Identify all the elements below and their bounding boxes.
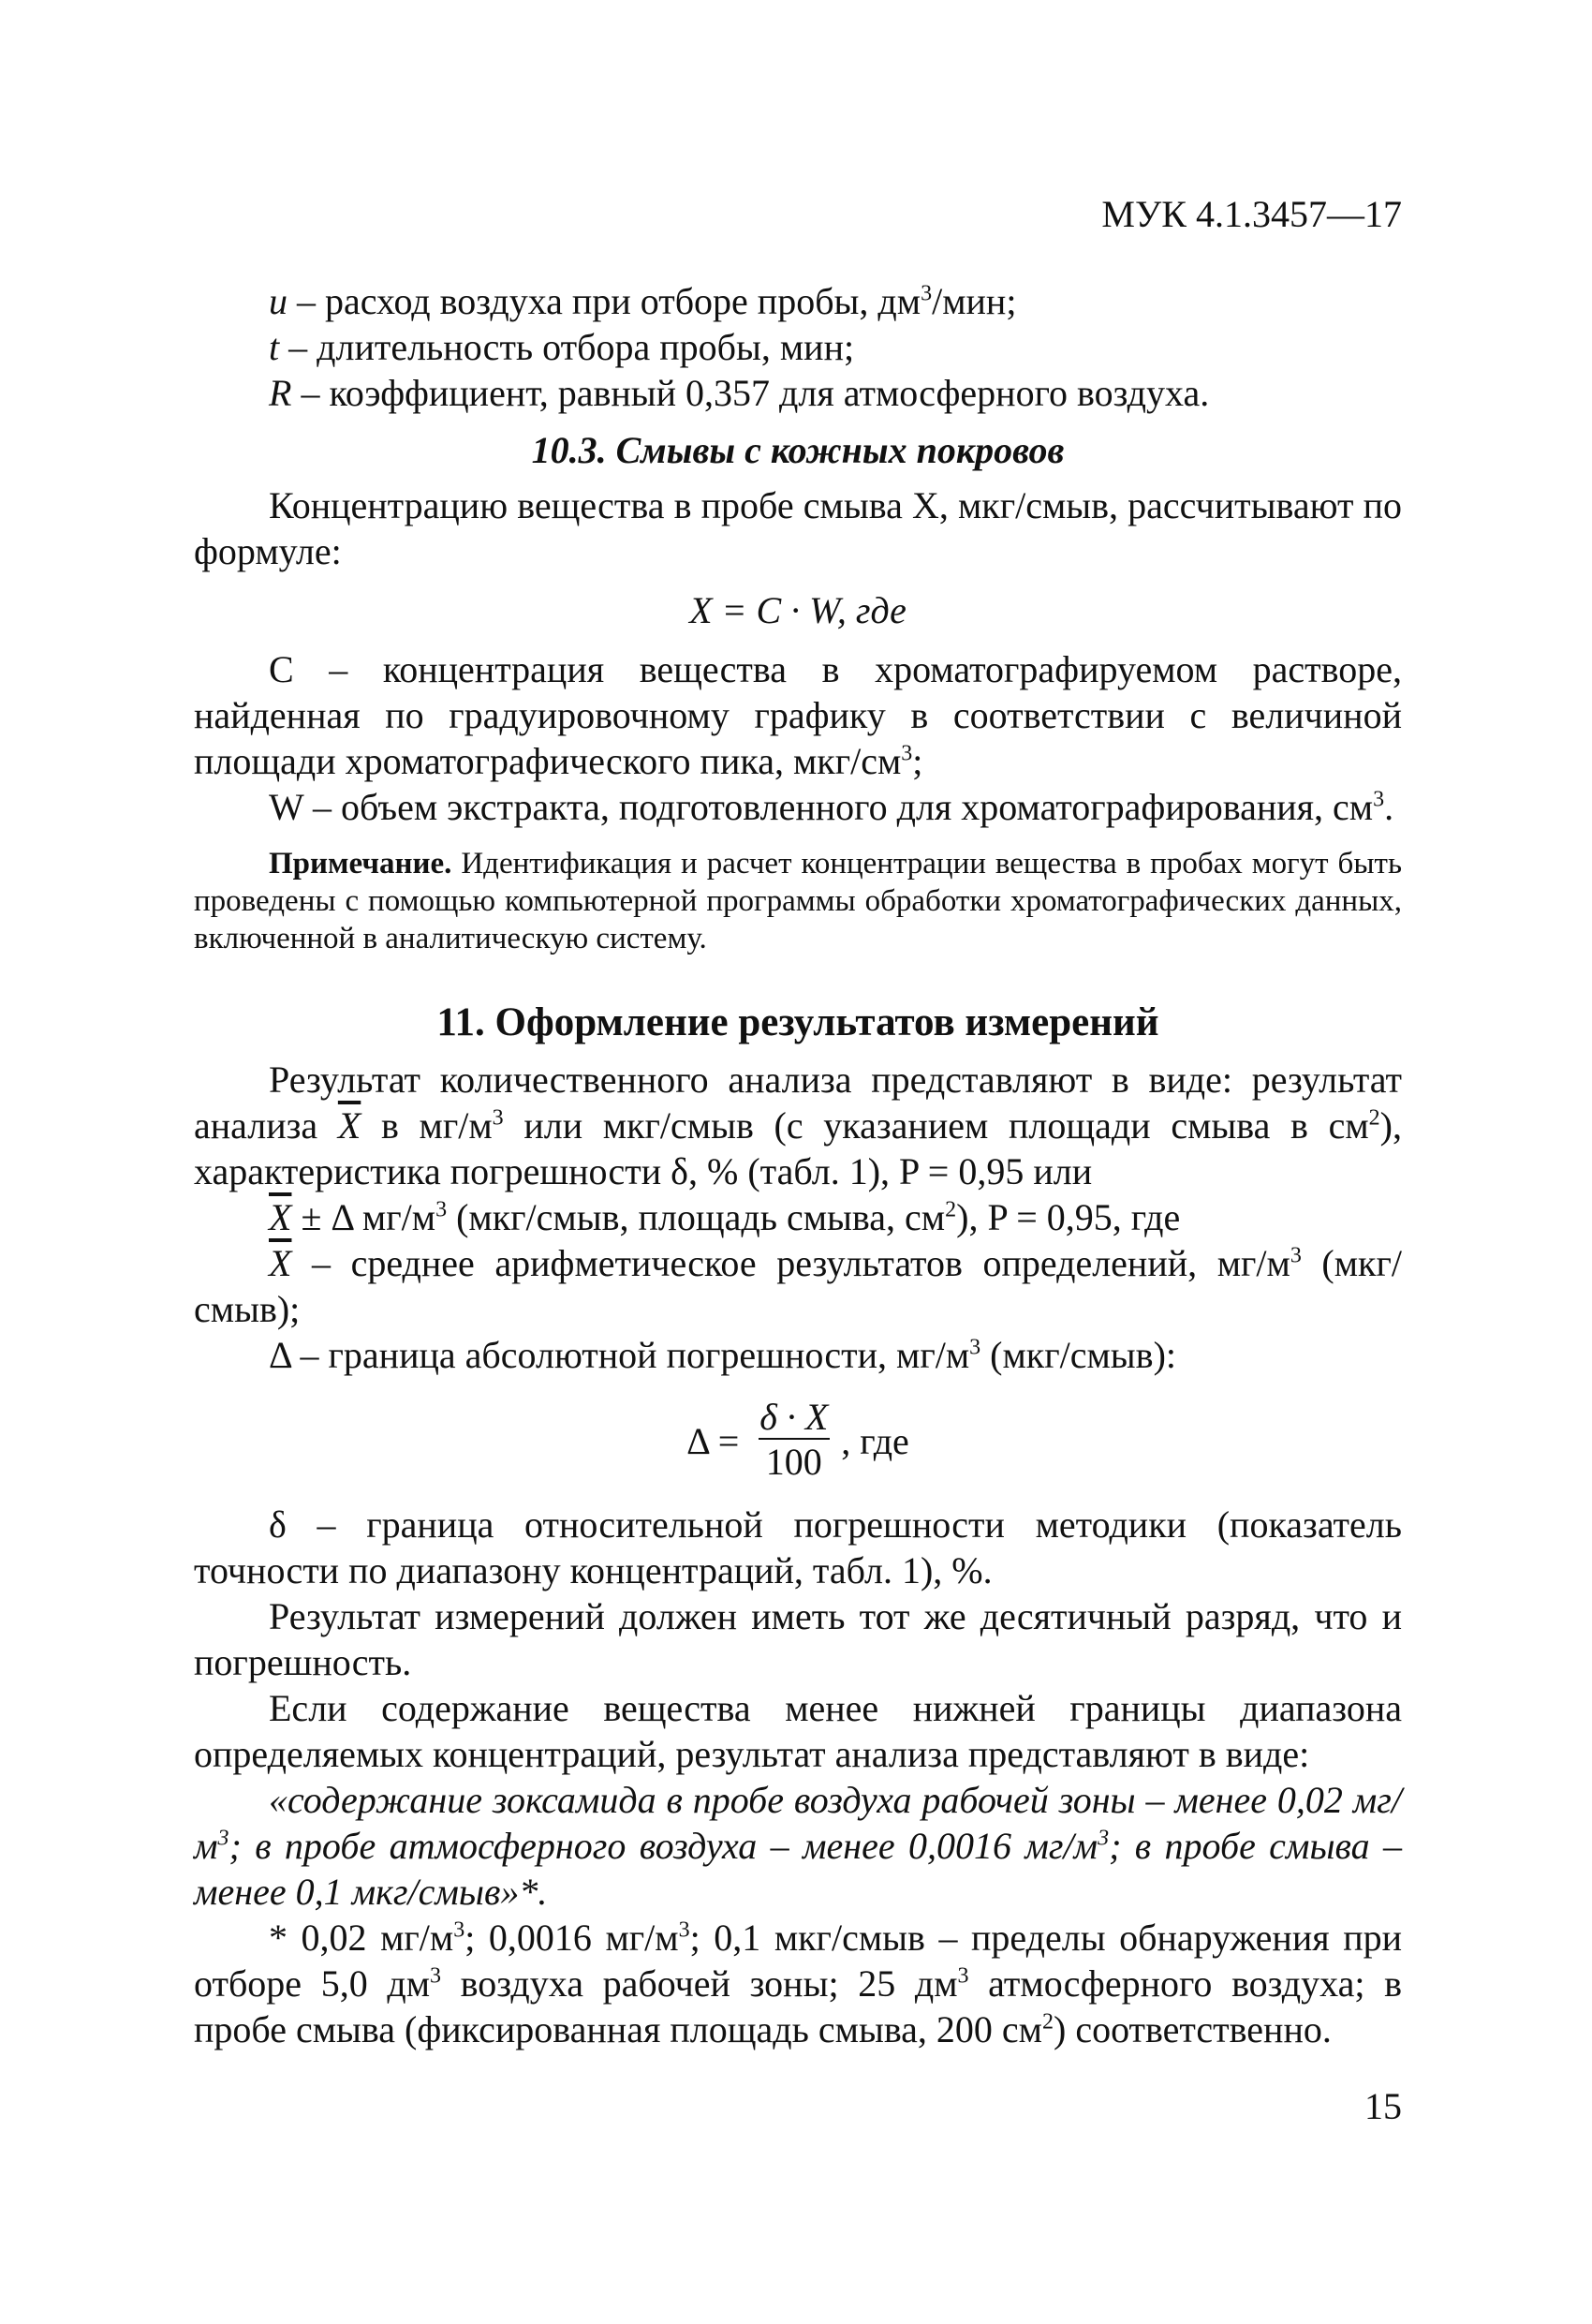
s11-p6: Результат измерений должен иметь тот же десятичный разряд, что и погрешность. bbox=[194, 1595, 1402, 1683]
note-label: Примечание. bbox=[269, 847, 452, 881]
s11-p1: Результат количественного анализа представляют в виде: результат анализа $\overline{X}$ в $мг/м^3$ или мкг/смыв (с указанием площади смыва в $см^2$), характеристика погрешности δ, % (табл. 1), P = 0,95 или bbox=[194, 1058, 1402, 1192]
fraction-numerator: δ · X bbox=[759, 1396, 829, 1438]
s11-p3: $\overline{X}$ – среднее арифметическое результатов определений, $мг/м^3$ (мкг/смыв); bbox=[194, 1242, 1402, 1330]
subsection-title-10-3: 10.3. Смывы с кожных покровов bbox=[531, 429, 1065, 471]
s10-3-intro: Концентрацию вещества в пробе смыва X, мкг/смыв, рассчитывают по формуле: bbox=[194, 484, 1402, 572]
formula-x-cw: X = C · W, где bbox=[689, 589, 907, 631]
section-title-11: 11. Оформление результатов измерений bbox=[436, 1000, 1159, 1044]
document-code: МУК 4.1.3457—17 bbox=[1101, 193, 1402, 235]
page-number: 15 bbox=[1364, 2085, 1402, 2127]
s11-p7: Если содержание вещества менее нижней границы диапазона определяемых концентраций, результат анализа представляют в виде: bbox=[194, 1687, 1402, 1775]
fraction bbox=[752, 1397, 835, 1485]
def-t: t – длительность отбора пробы, мин; bbox=[269, 326, 855, 368]
x-bar: $\overline{X}$ bbox=[337, 1104, 361, 1147]
formula-delta-lhs: Δ = bbox=[686, 1419, 740, 1462]
formula-delta-tail: , где bbox=[841, 1419, 909, 1462]
defs-top-block bbox=[194, 278, 1402, 416]
def-w: W – объем экстракта, подготовленного для хроматографирования, $см^3$. bbox=[269, 786, 1394, 828]
x-bar: $\overline{X}$ bbox=[269, 1196, 292, 1238]
def-r: R – коэффициент, равный 0,357 для атмосферного воздуха. bbox=[269, 372, 1210, 414]
s11-p4: Δ – граница абсолютной погрешности, $мг/м^3$ (мкг/смыв): bbox=[269, 1334, 1177, 1376]
def-c: C – концентрация вещества в хроматографируемом растворе, найденная по градуировочному графику в соответствии с величиной площади хроматографического пика, мкг/$см^3$; bbox=[194, 648, 1402, 782]
s11-footnote: * 0,02 $мг/м^3$; 0,0016 $мг/м^3$; 0,1 мкг/смыв – пределы обнаружения при отборе 5,0 $дм^3$ воздуха рабочей зоны; 25 $дм^3$ атмосферного воздуха; в пробе смыва (фиксированная площадь смыва, 200 $см^2$) соответственно. bbox=[194, 1917, 1403, 2050]
formula-delta bbox=[194, 1389, 1402, 1492]
s11-p5: δ – граница относительной погрешности методики (показатель точности по диапазону концентраций, табл. 1), %. bbox=[194, 1503, 1402, 1591]
s11-p2: $\overline{X} \pm \Delta$ $мг/м^3$ (мкг/смыв, площадь смыва, $см^2$), P = 0,95, где bbox=[269, 1196, 1181, 1238]
note: Примечание. Идентификация и расчет концентрации вещества в пробах могут быть проведены с помощью компьютерной программы обработки хроматографических данных, включенной в аналитическую систему. bbox=[194, 847, 1402, 955]
s11-quote: «содержание зоксамида в пробе воздуха рабочей зоны – менее 0,02 $мг/м^3$; в пробе атмосферного воздуха – менее 0,0016 $мг/м^3$; в пробе смыва – менее 0,1 мкг/смыв»*. bbox=[194, 1779, 1402, 1913]
def-u: u – расход воздуха при отборе пробы, $дм^3$/мин; bbox=[269, 280, 1017, 322]
fraction-denominator: 100 bbox=[759, 1438, 830, 1485]
page-content bbox=[194, 0, 1402, 2052]
x-bar: $\overline{X}$ bbox=[269, 1242, 292, 1284]
